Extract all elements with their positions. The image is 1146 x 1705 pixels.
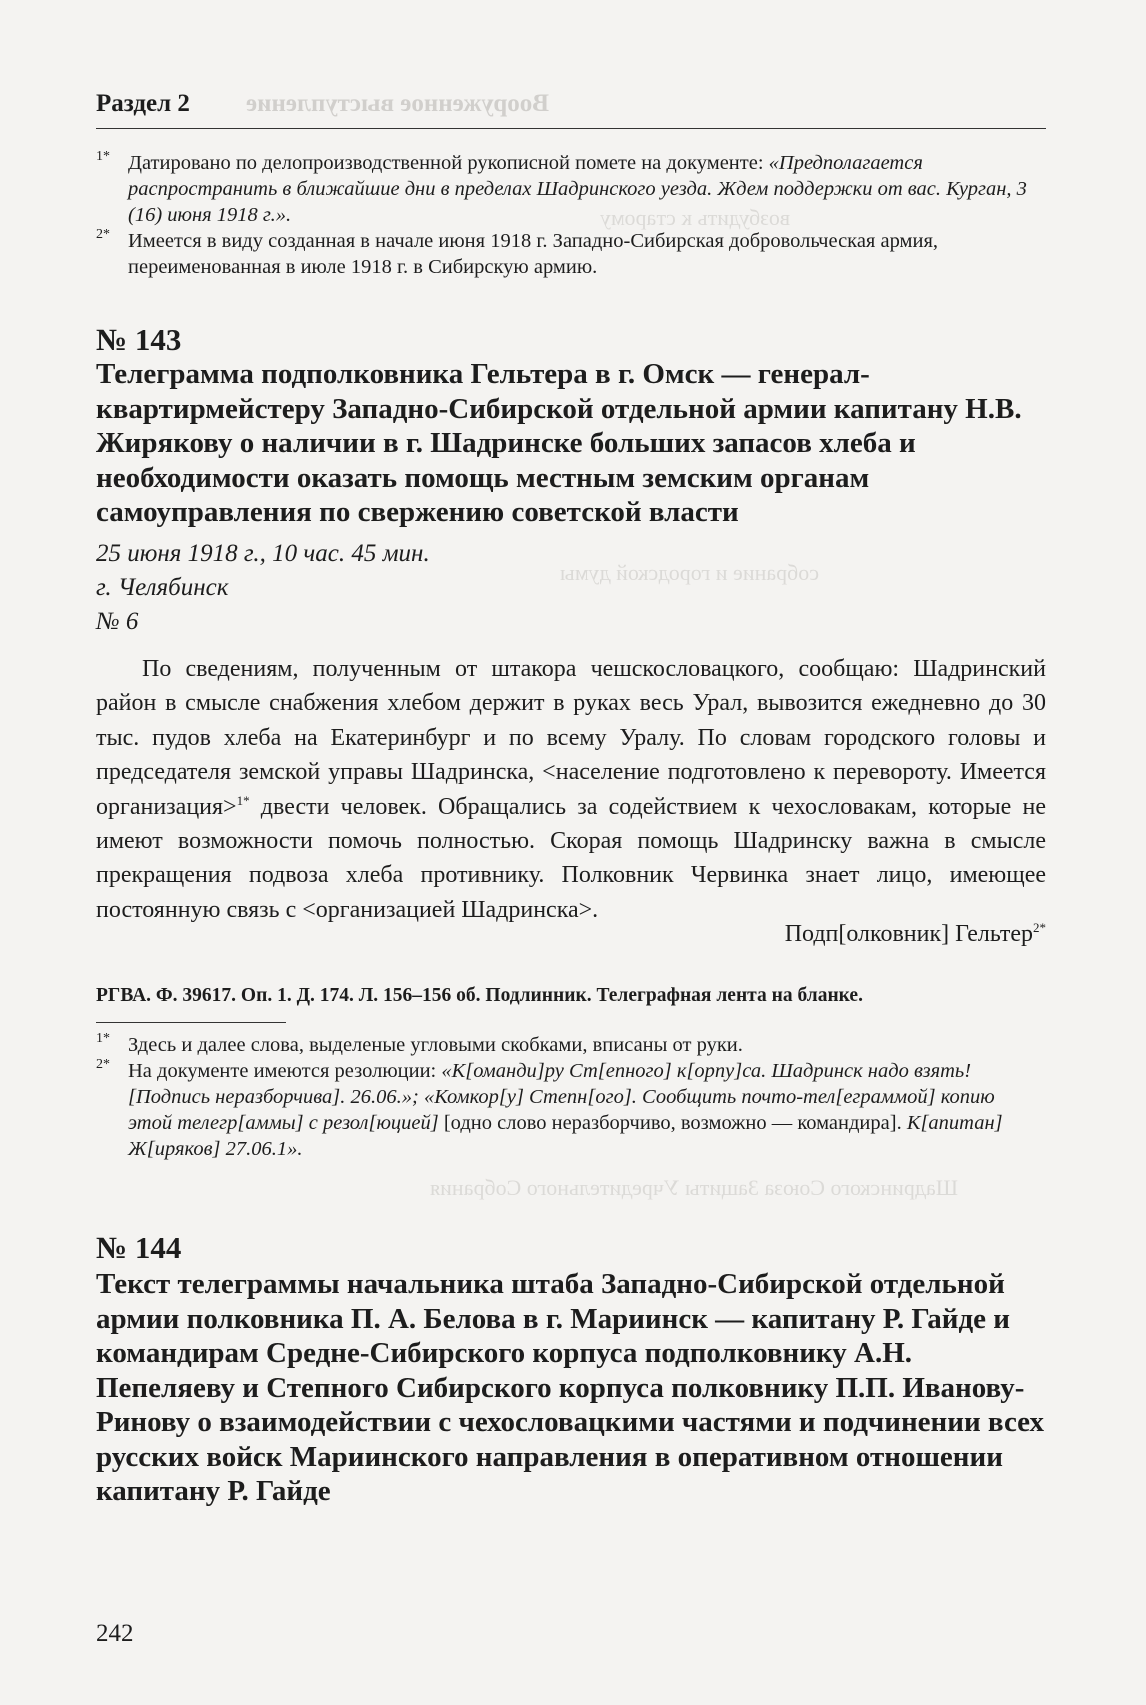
- footnote-text: На документе имеются резолюции:: [128, 1060, 442, 1082]
- running-head: [96, 90, 1046, 129]
- footnote-mark: 2*: [96, 1057, 110, 1072]
- footnote-mark: 1*: [96, 1031, 110, 1046]
- footnote-text: [одно слово неразборчиво, возможно — командира].: [438, 1112, 907, 1134]
- bleed-through-text: Шадринского Союза Защиты Учредительного Собрания: [430, 1175, 958, 1200]
- footnote-2: [96, 1058, 1040, 1162]
- footnote-italic: «Предполагается распространить в ближайшие дни в пределах Шадринского уезда. Ждем поддержки от вас. Курган, 3 (16) июня 1918 г.».: [128, 152, 1027, 226]
- footnote-mark: 2*: [96, 227, 110, 242]
- footnote-mark: 1*: [96, 149, 110, 164]
- bleed-through-text: возбудить к старому: [600, 205, 791, 230]
- document-docno: № 6: [96, 608, 139, 635]
- footnote-rule: [96, 1022, 286, 1023]
- archive-source: РГВА. Ф. 39617. Оп. 1. Д. 174. Л. 156–156 об. Подлинник. Телеграфная лента на бланке.: [96, 985, 863, 1006]
- document-number: № 143: [96, 322, 182, 357]
- footnote-text: Имеется в виду созданная в начале июня 1918 г. Западно-Сибирская добровольческая армия, переименованная в июле 1918 г. в Сибирскую армию.: [128, 230, 939, 278]
- body-text: двести человек. Обращались за содействием к чехословакам, которые не имеют возможности помочь полностью. Скорая помощь Шадринску важна в смысле прекращения подвоза хлеба противнику. Полковник Червинка знает лицо, имеющее постоянную связь с <организацией Шадринска>.: [96, 793, 1046, 923]
- signature-footnote-mark: 2*: [1033, 920, 1046, 935]
- bleed-through-text: собрание и городской думы: [560, 560, 820, 585]
- footnote-top-1: [96, 150, 1040, 228]
- body-footnote-mark: 1*: [236, 792, 250, 808]
- body-text: По сведениям, полученным от штакора чешскословацкого, сообщаю: Шадринский район в смысле снабжения хлебом держит в руках весь Урал, вывозится ежедневно до 30 тыс. пудов хлеба на Екатеринбург и по всему Уралу. По словам городского головы и председателя земской управы Шадринска, <население подготовлено к перевороту. Имеется организация>: [96, 656, 1046, 820]
- page-number: 242: [96, 1620, 134, 1647]
- section-title: Раздел 2: [96, 90, 190, 117]
- document-title: Телеграмма подполковника Гельтера в г. Омск — генерал-квартирмейстеру Западно-Сибирской отдельной армии капитану Н.В. Жирякову о наличии в г. Шадринске больших запасов хлеба и необходимости оказать помощь местным земским органам самоуправления по свержению советской власти: [96, 358, 1022, 528]
- ghost-heading: Вооруженное выступление: [246, 90, 549, 117]
- footnote-italic: «К[оманди]ру Ст[епного] к[орпу]са. Шадринск надо взять! [Подпись неразборчива]. 26.06.»; «Комкор[у] Степн[ого]. Сообщить почто-тел[еграммой] копию этой телегр[аммы] с резол[юцией]: [128, 1060, 995, 1134]
- footnote-top-2: [96, 228, 1040, 280]
- footnote-text: Здесь и далее слова, выделеные угловыми скобками, вписаны от руки.: [128, 1034, 743, 1056]
- document-date: 25 июня 1918 г., 10 час. 45 мин.: [96, 540, 430, 567]
- footnote-1: [96, 1032, 1040, 1058]
- document-place: г. Челябинск: [96, 574, 229, 601]
- footnote-italic: К[апитан] Ж[иряков] 27.06.1».: [128, 1112, 1003, 1160]
- signature-text: Подп[олковник] Гельтер: [784, 921, 1033, 947]
- document-body: [96, 652, 1046, 927]
- footnote-text: Датировано по делопроизводственной рукописной помете на документе:: [128, 152, 769, 174]
- document-title: Текст телеграммы начальника штаба Западно-Сибирской отдельной армии полковника П. А. Белова в г. Мариинск — капитану Р. Гайде и командирам Средне-Сибирского корпуса подполковнику А.Н. Пепеляеву и Степного Сибирского корпуса полковнику П.П. Иванову-Ринову о взаимодействии с чехословацкими частями и подчинении всех русских войск Мариинского направления в оперативном отношении капитану Р. Гайде: [96, 1268, 1044, 1507]
- signature: [785, 921, 1046, 948]
- document-number: № 144: [96, 1230, 182, 1265]
